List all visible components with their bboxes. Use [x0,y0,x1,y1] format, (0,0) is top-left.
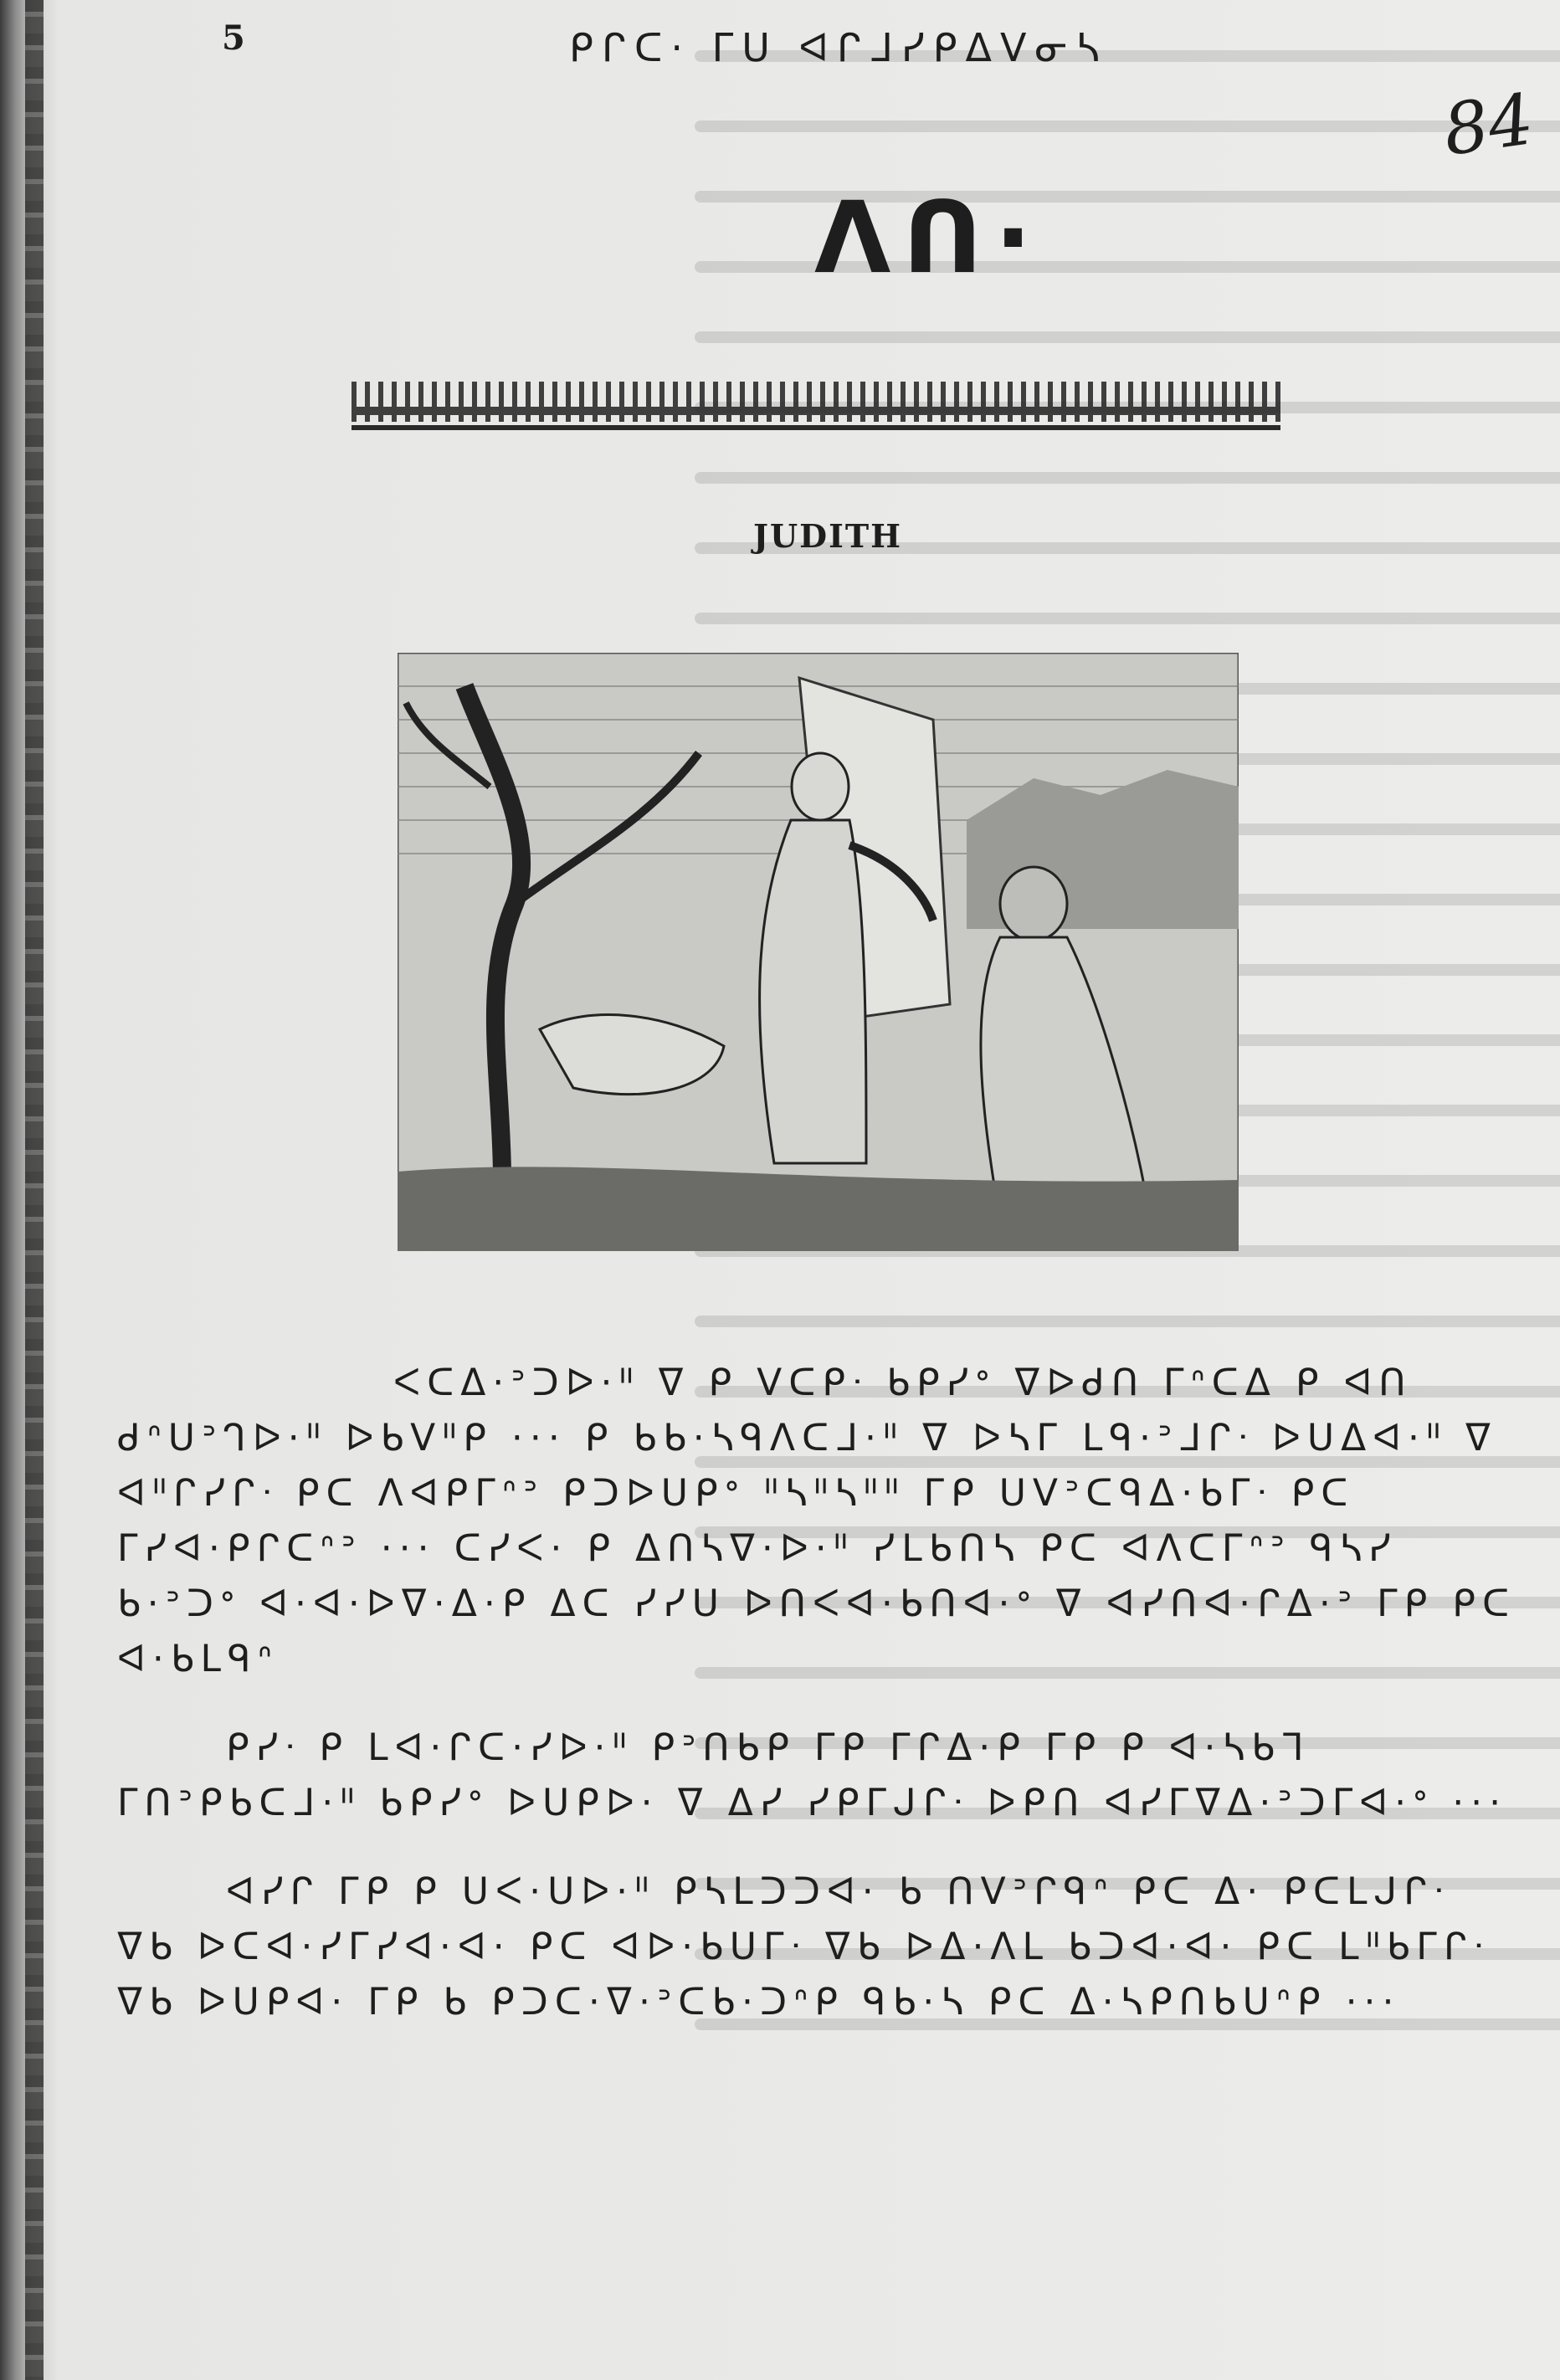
running-title: ᑭᒋᑕ· ᒥᑌ ᐊᒋᒧᓯᑭᐃᐯᓂᓴ [569,25,1108,70]
book-page [59,0,1560,2380]
decorative-ornament-band [352,382,1280,422]
engraving-judith-illustration [398,653,1239,1251]
book-spine-shadow [25,0,44,2380]
chapter-title: ᐱᑎ· [814,180,1044,295]
handwritten-folio-number: 84 [1438,78,1539,172]
ornament-rule [352,425,1280,430]
paragraph: ᐸᑕᐃ·ᐣᑐᐅ·ᐦ ᐁ ᑭ ᐯᑕᑭᐧ ᑲᑭᓯᐤ ᐁᐅᑯᑎ ᒥᐢᑕᐃ ᑭ ᐊᑎ ᑯᐢᑌᐣᒉᐅ·ᐦ ᐅᑲᐯᐦᑭ ··· ᑭ ᑲᑲ·ᓴᑫᐱᑕᒧ·ᐦ ᐁ ᐅᓴᒥ ᒪᑫ·ᐣᒧᒋᐧ ᐅᑌᐃᐊ·ᐦ ᐁ ᐊᐦᒋᓯᒋᐧ ᑭᑕ ᐱᐊᑭᒥᐢᐣ ᑭᑐᐅᑌᑭᐤ ᐦᓴᐦᓴᐦᐦ ᒥᑭ ᑌᐯᐣᑕᑫᐃ·ᑲᒥᐧ ᑭᑕ ᒥᓯᐊ·ᑭᒋᑕᐢᐣ ··· ᑕᓯᐸ· ᑭ ᐃᑎᓴᐁ·ᐅ·ᐦ ᓯᒪᑲᑎᓴ ᑭᑕ ᐊᐱᑕᒥᐢᐣ ᑫᓴᓯ ᑲ·ᐣᑐᐤ ᐊ·ᐊ·ᐅᐁ·ᐃ·ᑭ ᐃᑕ ᓯᓯᑌ ᐅᑎᐸᐊ·ᑲᑎᐊ·ᐤ ᐁ ᐊᓯᑎᐊ·ᒋᐃ·ᐣ ᒥᑭ ᑭᑕ ᐊ·ᑲᒪᑫᐢ [117,1362,1516,1680]
body-text [117,1356,1523,2064]
chapter-subtitle: JUDITH [753,517,903,555]
page-number: 5 [222,18,245,58]
paragraph: ᐊᓯᒋ ᒥᑭ ᑭ ᑌᐸ·ᑌᐅ·ᐦ ᑭᓴᒪᑐᑐᐊ· ᑲ ᑎᐯᐣᒋᑫᐢ ᑭᑕ ᐃ· ᑭᑕᒪᒍᒋᐧ ᐁᑲ ᐅᑕᐊ·ᓯᒥᓯᐊ·ᐊ· ᑭᑕ ᐊᐅ·ᑲᑌᒥᐧ ᐁᑲ ᐅᐃ·ᐱᒪ ᑲᑐᐊ·ᐊ· ᑭᑕ ᒪᐦᑲᒥᒋᐧ ᐁᑲ ᐅᑌᑭᐊ· ᒥᑭ ᑲ ᑭᑐᑕ·ᐁ·ᐣᑕᑲ·ᑐᐢᑭ ᑫᑲ·ᓴ ᑭᑕ ᐃ·ᓴᑭᑎᑲᑌᐢᑭ ··· [117,1870,1490,2024]
paragraph: ᑭᓯᐧ ᑭ ᒪᐊ·ᒋᑕ·ᓯᐅ·ᐦ ᑭᐣᑎᑲᑭ ᒥᑭ ᒥᒋᐃ·ᑭ ᒥᑭ ᑭ ᐊ·ᓴᑲᒣ ᒥᑎᐣᑭᑲᑕᒧ·ᐦ ᑲᑭᓯᐤ ᐅᑌᑭᐅ· ᐁ ᐃᓯ ᓯᑭᒥᒍᒋᐧ ᐅᑭᑎ ᐊᓯᒥᐁᐃ·ᐣᑐᒥᐊ·ᐤ ··· [117,1726,1508,1824]
